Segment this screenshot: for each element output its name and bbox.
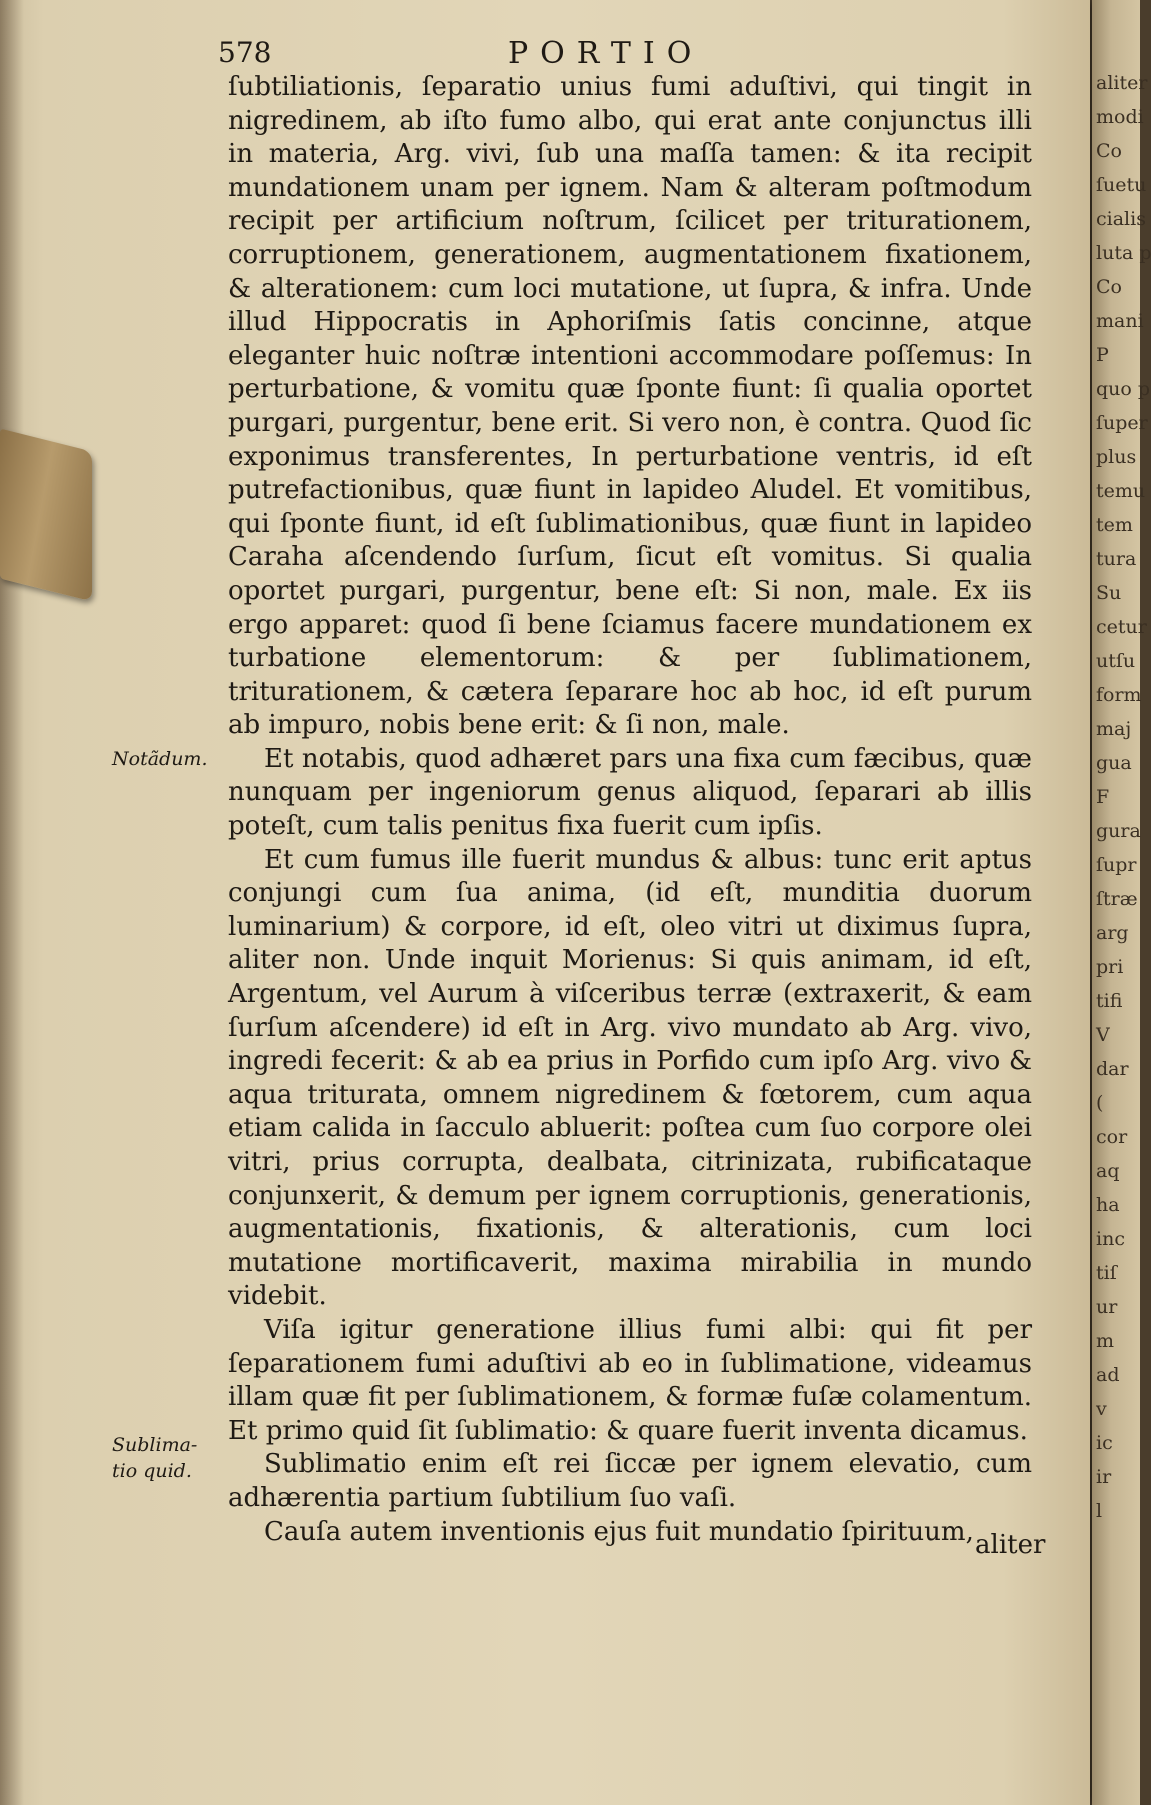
facing-page-fragment: ha bbox=[1096, 1194, 1120, 1216]
facing-page-fragment: maj bbox=[1096, 718, 1132, 740]
paragraph-5: Sublimatio enim eſt rei ſiccæ per ignem elevatio, cum adhærentia partium ſubtilium ſuo vaſi. bbox=[228, 1449, 1032, 1513]
facing-page-fragment: tura bbox=[1096, 548, 1137, 570]
facing-page-fragment: inc bbox=[1096, 1228, 1125, 1250]
facing-page-fragment: ic bbox=[1096, 1432, 1113, 1454]
facing-page-fragment: temu bbox=[1096, 480, 1146, 502]
facing-page-fragment: ſtræ bbox=[1096, 888, 1138, 910]
paragraph-4: Viſa igitur generatione illius fumi albi: qui fit per ſeparationem fumi aduſtivi ab eo in ſublimatione, videamus illam quæ fit per ſublimationem, & formæ fuſæ colamentum. Et primo quid ſit ſublimatio: & quare fuerit inventa dicamus. bbox=[228, 1314, 1032, 1446]
facing-page-fragment: arg bbox=[1096, 922, 1129, 944]
facing-page-fragment: Co bbox=[1096, 276, 1122, 298]
catchword: aliter bbox=[975, 1530, 1046, 1560]
facing-page-fragment: ſuper bbox=[1096, 412, 1148, 434]
facing-page-fragment: m bbox=[1096, 1330, 1115, 1352]
facing-page-fragment: tiſ bbox=[1096, 1262, 1117, 1284]
facing-page-fragment: utſu bbox=[1096, 650, 1136, 672]
facing-page-fragment: V bbox=[1096, 1024, 1110, 1046]
facing-page-fragment: gua bbox=[1096, 752, 1132, 774]
facing-page-fragment: pri bbox=[1096, 956, 1124, 978]
facing-page-fragment: cor bbox=[1096, 1126, 1128, 1148]
facing-page-fragment: quo p bbox=[1096, 378, 1151, 400]
facing-page-fragment: v bbox=[1096, 1398, 1107, 1420]
facing-page-fragment: ſupr bbox=[1096, 854, 1137, 876]
page-header bbox=[218, 36, 1048, 72]
facing-page-fragment: form bbox=[1096, 684, 1142, 706]
facing-page-fragment: Co bbox=[1096, 140, 1122, 162]
facing-page-fragment: dar bbox=[1096, 1058, 1129, 1080]
facing-page-fragment: cetur bbox=[1096, 616, 1147, 638]
facing-page-fragment: cialis bbox=[1096, 208, 1146, 230]
facing-page-fragment: tifi bbox=[1096, 990, 1123, 1012]
facing-page-fragment: ir bbox=[1096, 1466, 1112, 1488]
facing-page-fragment: gura bbox=[1096, 820, 1141, 842]
bookmark-tab bbox=[0, 429, 92, 602]
paragraph-3: Et cum fumus ille fuerit mundus & albus: tunc erit aptus conjungi cum ſua anima, (id eſt, munditia duorum luminarium) & corpore, id eſt, oleo vitri ut diximus ſupra, aliter non. Unde inquit Morienus: Si quis animam, id eſt, Argentum, vel Aurum à viſceribus terræ (extraxerit, & eam ſurſum aſcendere) id eſt in Arg. vivo mundato ab Arg. vivo, ingredi fecerit: & ab ea prius in Porfido cum ipſo Arg. vivo & aqua triturata, omnem nigredinem & fœtorem, cum aqua etiam calida in ſacculo abluerit: poſtea cum ſuo corpore olei vitri, prius corrupta, dealbata, citrinizata, rubificataque conjunxerit, & demum per ignem corruptionis, generationis, augmentationis, fixationis, & alterationis, cum loci mutatione mortificaverit, maxima mirabilia in mundo videbit. bbox=[228, 844, 1032, 1312]
facing-page-fragment: aliter bbox=[1096, 72, 1148, 94]
running-head: PORTIO bbox=[508, 36, 704, 71]
margin-note-notandum: Notãdum. bbox=[112, 748, 208, 770]
facing-page-fragment: Su bbox=[1096, 582, 1122, 604]
facing-page-fragment: ( bbox=[1096, 1092, 1104, 1114]
facing-page-fragment: plus bbox=[1096, 446, 1137, 468]
paragraph-2: Et notabis, quod adhæret pars una fixa cum fæcibus, quæ nunquam per ingeniorum genus aliquod, ſeparari ab illis poteſt, cum talis penitus fixa fuerit cum ipſis. bbox=[228, 743, 1032, 842]
paragraph-6: Cauſa autem inventionis ejus fuit mundatio ſpirituum, bbox=[264, 1516, 974, 1547]
page-number: 578 bbox=[218, 36, 272, 69]
facing-page-edge bbox=[1092, 0, 1151, 1805]
facing-page-fragment: P bbox=[1096, 344, 1109, 366]
facing-page-fragment: modi bbox=[1096, 106, 1144, 128]
main-text bbox=[228, 71, 1032, 1549]
facing-page-fragment: ſuetu bbox=[1096, 174, 1147, 196]
facing-page-fragment: aq bbox=[1096, 1160, 1120, 1182]
facing-page-fragment: ur bbox=[1096, 1296, 1118, 1318]
facing-page-fragment: l bbox=[1096, 1500, 1103, 1522]
facing-page-fragment: ad bbox=[1096, 1364, 1120, 1386]
facing-page-fragment: tem bbox=[1096, 514, 1133, 536]
margin-note-sublimatio: Sublima-tio quid. bbox=[112, 1434, 198, 1482]
paragraph-1: ſubtiliationis, ſeparatio unius fumi aduſtivi, qui tingit in nigredinem, ab iſto fumo albo, qui erat ante conjunctus illi in materia, Arg. vivi, ſub una maſſa tamen: & ita recipit mundationem unam per ignem. Nam & alteram poſtmodum recipit per artificium noſtrum, ſcilicet per triturationem, corruptionem, generationem, augmentationem fixationem, & alterationem: cum loci mutatione, ut ſupra, & infra. Unde illud Hippocratis in Aphoriſmis ſatis concinne, atque eleganter huic noſtræ intentioni accommodare poſſemus: In perturbatione, & vomitu quæ ſponte fiunt: ſi qualia oportet purgari, purgentur, bene erit. Si vero non, è contra. Quod ſic exponimus transferentes, In perturbatione ventris, id eſt putrefactionibus, quæ fiunt in lapideo Aludel. Et vomitibus, qui ſponte fiunt, id eſt ſublimationibus, quæ fiunt in lapideo Caraha aſcendendo ſurſum, ſicut eſt vomitus. Si qualia oportet purgari, purgentur, bene eſt: Si non, male. Ex iis ergo apparet: quod ſi bene ſciamus facere mundationem ex turbatione elementorum: & per ſublimationem, triturationem, & cætera ſeparare hoc ab hoc, id eſt purum ab impuro, nobis bene erit: & ſi non, male. bbox=[228, 72, 1032, 741]
binding-shadow bbox=[0, 0, 24, 1805]
facing-page-fragment: luta p bbox=[1096, 242, 1151, 264]
facing-page-fragment: F bbox=[1096, 786, 1110, 808]
facing-page-fragment: mani bbox=[1096, 310, 1144, 332]
